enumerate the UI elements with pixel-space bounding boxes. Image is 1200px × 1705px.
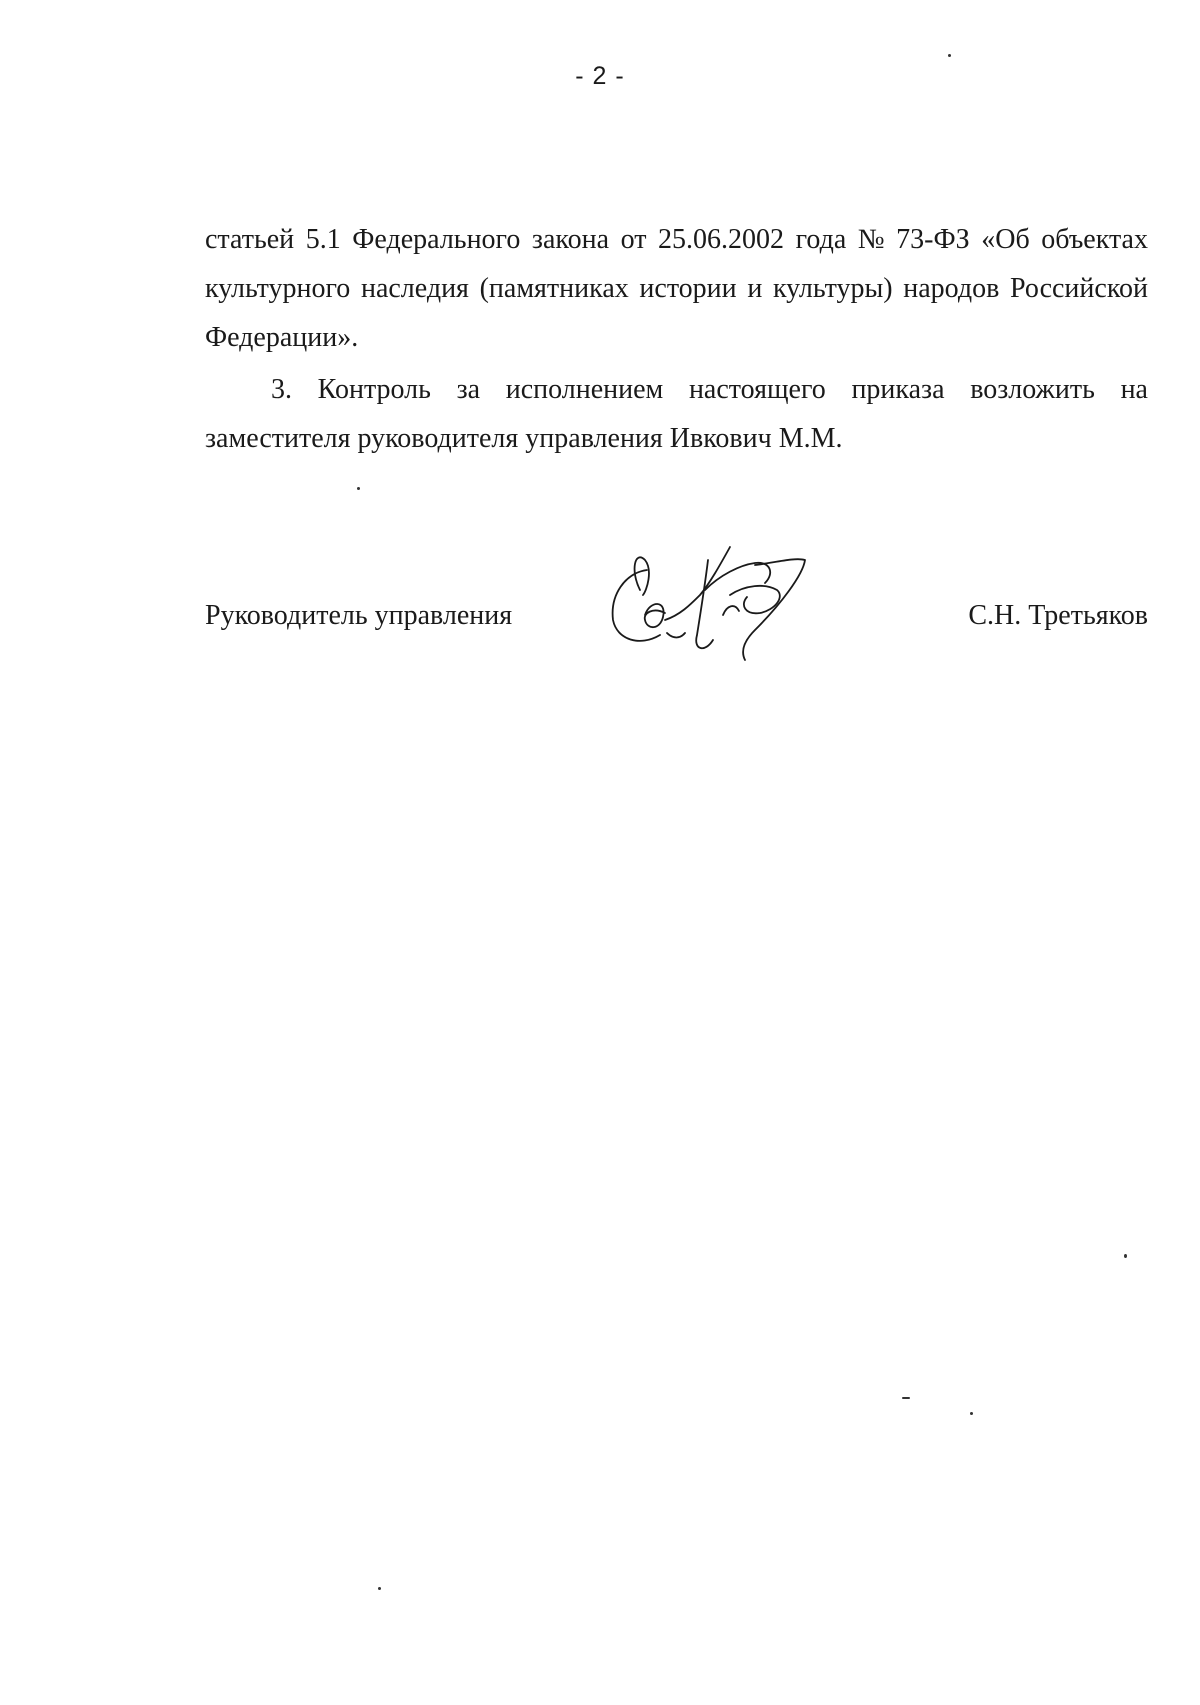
word: Федерального: [352, 224, 521, 255]
paragraph-1-line-1: [205, 215, 1148, 264]
word: №: [857, 224, 885, 255]
page-number: - 2 -: [575, 62, 625, 90]
word: (памятниках: [479, 273, 629, 304]
word: года: [795, 224, 847, 255]
word: и: [747, 273, 763, 304]
scan-speck: [378, 1587, 381, 1590]
paragraph-2: [205, 365, 1148, 463]
word: «Об: [981, 224, 1030, 255]
paragraph-1: [205, 215, 1148, 362]
word: Контроль: [317, 374, 431, 405]
paragraph-1-line-2: [205, 264, 1148, 313]
scan-speck: [948, 54, 951, 57]
word: культуры): [772, 273, 893, 304]
word: 25.06.2002: [658, 224, 785, 255]
scan-speck: [970, 1412, 973, 1415]
paragraph-2-line-2: заместителя руководителя управления Ивкович М.М.: [205, 423, 843, 454]
word: закона: [531, 224, 610, 255]
word: объектах: [1041, 224, 1148, 255]
word: истории: [639, 273, 737, 304]
word: 73-ФЗ: [896, 224, 970, 255]
word: настоящего: [688, 374, 826, 405]
paragraph-2-line-1: [205, 365, 1148, 414]
signer-title: Руководитель управления: [205, 600, 513, 631]
scan-speck: [357, 487, 360, 490]
word: наследия: [360, 273, 469, 304]
word: на: [1120, 374, 1148, 405]
scan-speck: [902, 1397, 910, 1399]
word: 3.: [271, 374, 292, 405]
word: Российской: [1010, 273, 1148, 304]
word: возложить: [970, 374, 1095, 405]
word: 5.1: [305, 224, 341, 255]
signer-name: С.Н. Третьяков: [968, 600, 1148, 631]
word: приказа: [851, 374, 945, 405]
scan-speck: [1124, 1254, 1127, 1258]
handwritten-signature-icon: [605, 535, 810, 665]
word: от: [620, 224, 647, 255]
word: статьей: [205, 224, 295, 255]
word: за: [456, 374, 481, 405]
paragraph-1-line-3: Федерации».: [205, 322, 359, 353]
word: исполнением: [505, 374, 664, 405]
word: народов: [903, 273, 1000, 304]
word: культурного: [205, 273, 351, 304]
